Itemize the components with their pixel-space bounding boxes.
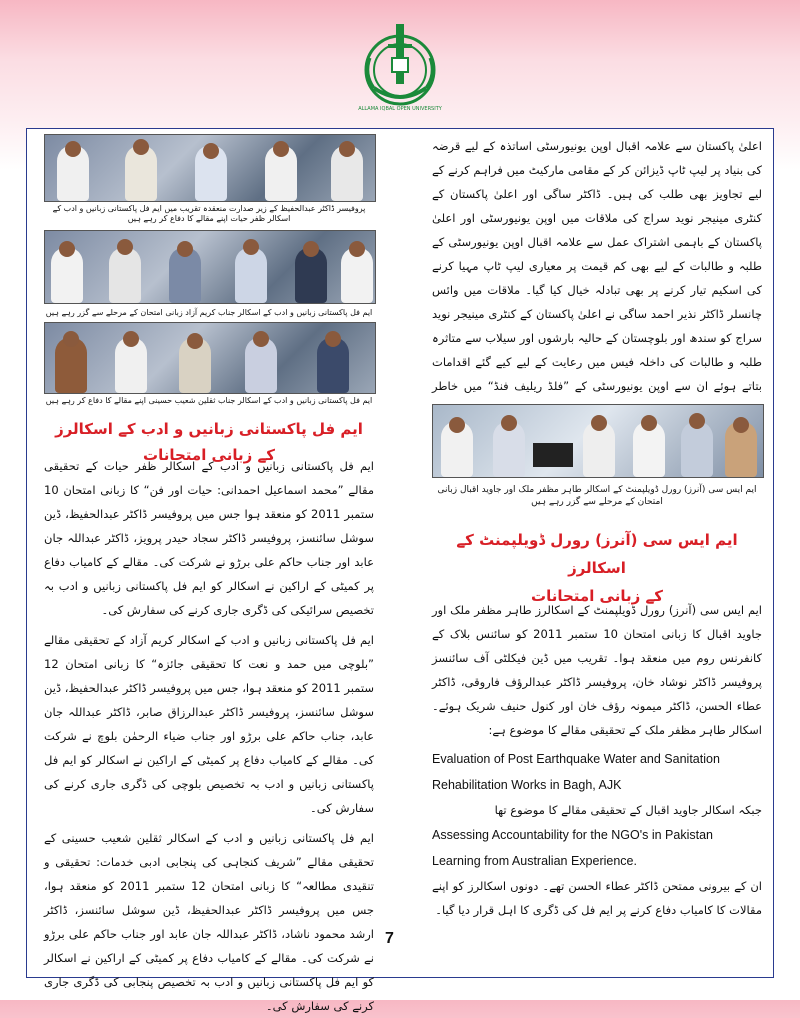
section-heading: ایم فل پاکستانی زبانیں و ادب کے اسکالرز کے زبانی امتحانات: [55, 420, 363, 464]
university-crest-icon: [352, 18, 448, 114]
photo-viva-3: [44, 322, 376, 394]
body-paragraph: ایم ایس سی (آنرز) رورل ڈویلپمنٹ کے اسکالرز طاہر مظفر ملک اور جاوید اقبال کا زبانی امتحان 10 ستمبر 2011 کو سائنس بلاک کے کانفرنس روم میں منعقد ہوا۔ تقریب میں ڈین فیکلٹی آف سائنسز پروفیسر ڈاکٹر نوشاد خان، پروفیسر ڈاکٹر عبدالرؤف فاروقی، ڈاکٹر عطاء الحسن، ڈاکٹر میمونہ رؤف خان اور کنول حنیف شریک ہوئے۔ اسکالر طاہر مظفر ملک کے تحقیقی مقالے کا موضوع ہے:: [432, 603, 762, 737]
thesis-title-english: Evaluation of Post Earthquake Water and Sanitation Rehabilitation Works in Bagh, AJK: [432, 752, 720, 792]
photo-caption: ایم فل پاکستانی زبانیں و ادب کے اسکالر جناب ثقلین شعیب حسینی اپنے مقالے کا دفاع کر رہے ہیں: [45, 396, 373, 405]
photo-caption: ایم فل پاکستانی زبانیں و ادب کے اسکالر جناب کریم آزاد زبانی امتحان کے مرحلے سے گزر رہے ہیں: [45, 308, 373, 317]
right-column: [432, 134, 762, 954]
photo-caption: پروفیسر ڈاکٹر عبدالحفیظ کے زیر صدارت منعقدہ تقریب میں ایم فل پاکستانی زبانیں و ادب کے اسکالر ظفر حیات اپنے مقالے کا دفاع کر رہے ہیں: [52, 204, 366, 223]
section-heading-line: ایم ایس سی (آنرز) رورل ڈویلپمنٹ کے اسکالرز: [456, 531, 738, 577]
left-body: [44, 454, 374, 1018]
left-column: [44, 134, 374, 1013]
photo-caption: ایم ایس سی (آنرز) رورل ڈویلپمنٹ کے اسکالر طاہر مظفر ملک اور جاوید اقبال زبانی امتحان کے مرحلے سے گزر رہے ہیں: [437, 485, 757, 507]
right-body: [432, 598, 762, 922]
body-paragraph: جبکہ اسکالر جاوید اقبال کے تحقیقی مقالے کا موضوع تھا: [494, 803, 762, 817]
section-heading-line: کے زبانی امتحانات: [531, 587, 663, 605]
body-paragraph: اعلیٰ پاکستان سے علامہ اقبال اوپن یونیورسٹی اساتذہ کے لیے قرضہ کی بنیاد پر لیپ ٹاپ ڈیزائن کر کے مقامی مارکیٹ میں فراہم کرنے کے لیے تجاویز بھی طلب کی ہیں۔ ڈاکٹر ساگی اور اعلیٰ پاکستان کے کنٹری مینیجر نوید سراج کی ملاقات میں اوپن یونیورسٹی اور اعلیٰ پاکستان کے باہمی اشتراک عمل سے علامہ اقبال اوپن یونیورسٹی کے طلبہ و طالبات کے لیے بھی کم قیمت پر معیاری لیپ ٹاپ مہیا کرنے کی اسکیم تیار کرنے پر بھی تبادلہ خیال کیا گیا۔ ملاقات میں وائس چانسلر ڈاکٹر نذیر احمد ساگی نے اعلیٰ پاکستان کے کنٹری مینیجر نوید سراج کو سندھ اور بلوچستان کے حالیہ بارشوں اور سیلاب سے متاثرہ طلبہ و طالبات کی داخلہ فیس میں رعایت کے لیے کیے گئے اقدامات بتاتے ہوئے ان سے اوپن یونیورسٹی کے ”فلڈ ریلیف فنڈ“ میں خاطر: [432, 139, 762, 393]
university-logo: [352, 18, 448, 114]
body-paragraph: ایم فل پاکستانی زبانیں و ادب کے اسکالر ظفر حیات کے تحقیقی مقالے ”محمد اسماعیل احمدانی: حیات اور فن“ کا زبانی امتحان 10 ستمبر 2011 کو منعقد ہوا جس میں پروفیسر ڈاکٹر عبدالحفیظ، ڈین سوشل سائنسز، پروفیسر ڈاکٹر سجاد حیدر پرویز، ڈاکٹر عبداللہ جان عابد اور جناب حاکم علی برڑو نے شرکت کی۔ مقالے کے کامیاب دفاع پر کمیٹی کے اراکین نے اسکالر کو ایم فل پاکستانی زبانیں و ادب بہ تخصیص سرائیکی کی ڈگری جاری کرنے کی سفارش کی۔: [44, 459, 374, 617]
photo-msc-viva: [432, 404, 764, 478]
logo-ring-text: ALLAMA IQBAL OPEN UNIVERSITY: [358, 106, 442, 112]
photo-viva-1: [44, 134, 376, 202]
body-paragraph: ایم فل پاکستانی زبانیں و ادب کے اسکالر کریم آزاد کے تحقیقی مقالے ”بلوچی میں حمد و نعت کا تحقیقی جائزہ“ کا زبانی امتحان 12 ستمبر 2011 کو منعقد ہوا، جس میں پروفیسر ڈاکٹر عبدالحفیظ، ڈین سوشل سائنسز، پروفیسر ڈاکٹر عبدالرزاق صابر، ڈاکٹر عبداللہ جان عابد، جناب حاکم علی برڑو اور جناب ضیاء الرحمٰن بلوچ نے شرکت کی۔ مقالے کے کامیاب دفاع پر کمیٹی کے اراکین نے اسکالر کو ایم فل پاکستانی زبانیں و ادب بہ تخصیص بلوچی کی ڈگری جاری کرنے کی سفارش کی۔: [44, 633, 374, 815]
body-paragraph: ان کے بیرونی ممتحن ڈاکٹر عطاء الحسن تھے۔ دونوں اسکالرز کو اپنے مقالات کا کامیاب دفاع کرنے پر ایم فل کی ڈگری کا اہل قرار دیا گیا۔: [432, 879, 762, 917]
thesis-title-english: Assessing Accountability for the NGO's in Pakistan Learning from Australian Experience.: [432, 828, 713, 868]
body-paragraph: ایم فل پاکستانی زبانیں و ادب کے اسکالر ثقلین شعیب حسینی کے تحقیقی مقالے ”شریف کنجاہی کی پنجابی ادبی خدمات: تحقیقی و تنقیدی مطالعہ“ کا زبانی امتحان 12 ستمبر 2011 کو منعقد ہوا، جس میں پروفیسر ڈاکٹر عبدالحفیظ، ڈین سوشل سائنسز، ڈاکٹر ارشد محمود ناشاد، ڈاکٹر عبداللہ جان عابد اور جناب حاکم علی برڑو نے شرکت کی۔ مقالے کے کامیاب دفاع پر کمیٹی کے اراکین نے اسکالر کو ایم فل پاکستانی زبانیں و ادب بہ تخصیص پنجابی کی ڈگری جاری کرنے کی سفارش کی۔: [44, 831, 374, 1013]
page-number: 7: [385, 930, 394, 947]
photo-viva-2: [44, 230, 376, 304]
